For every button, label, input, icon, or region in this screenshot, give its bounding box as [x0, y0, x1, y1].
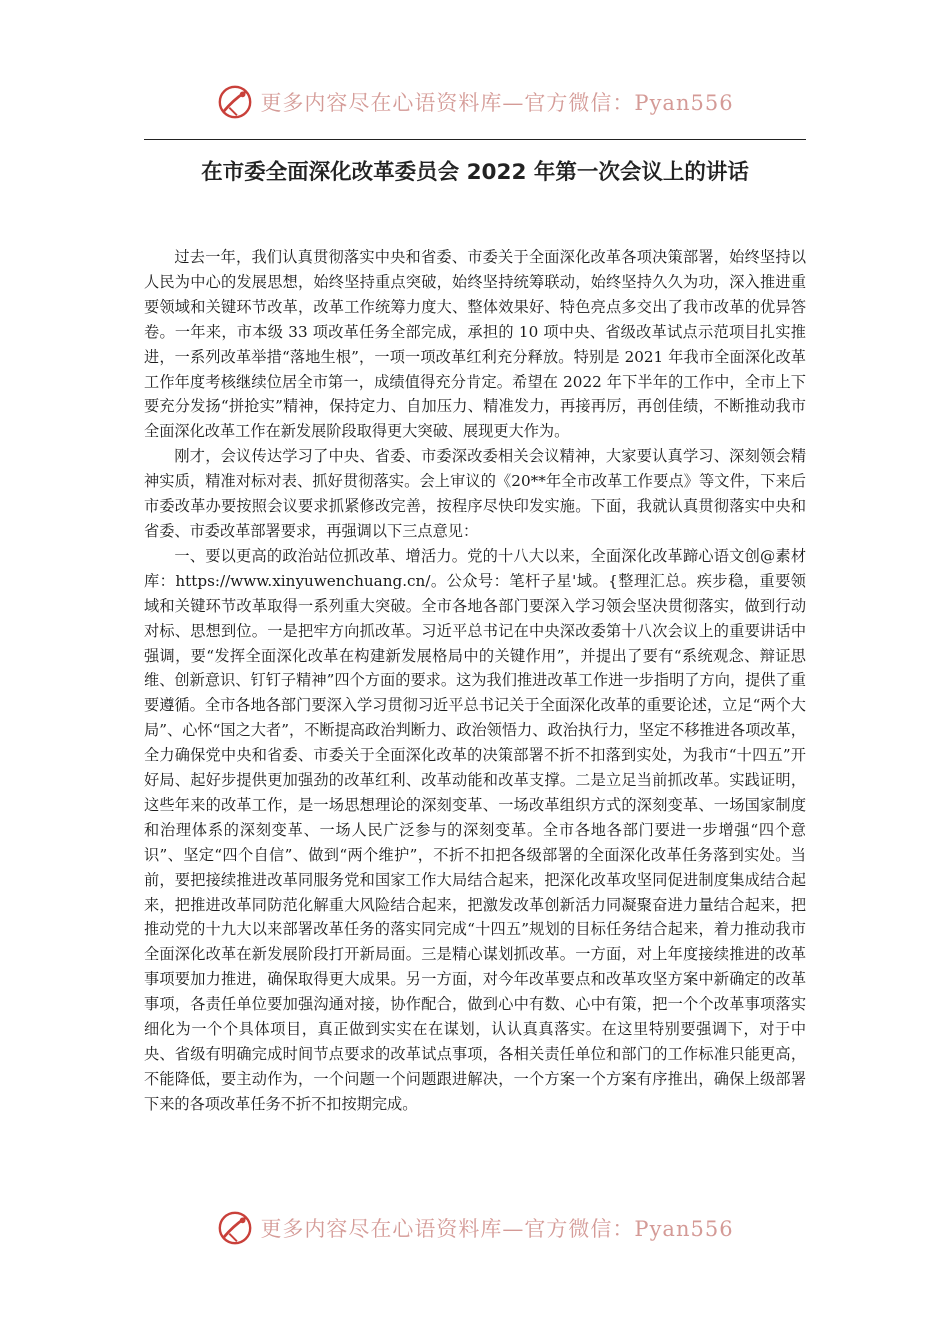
watermark-banner-bottom [0, 1206, 950, 1250]
paragraph: 刚才，会议传达学习了中央、省委、市委深改委相关会议精神，大家要认真学习、深刻领会精神实质，精准对标对表、抓好贯彻落实。会上审议的《20**年全市改革工作要点》等文件，下来后市委改革办要按照会议要求抓紧修改完善，按程序尽快印发实施。下面，我就认真贯彻落实中央和省委、市委改革部署要求，再强调以下三点意见： [144, 447, 806, 540]
document-body [144, 245, 806, 1117]
watermark-text: 更多内容尽在心语资料库—官方微信：Pyan556 [260, 1217, 734, 1241]
watermark-banner-top [0, 80, 950, 124]
pen-logo-icon [216, 83, 254, 121]
watermark-text: 更多内容尽在心语资料库—官方微信：Pyan556 [260, 91, 734, 115]
paragraph: 过去一年，我们认真贯彻落实中央和省委、市委关于全面深化改革各项决策部署，始终坚持以人民为中心的发展思想，始终坚持重点突破，始终坚持统筹联动，始终坚持久久为功，深入推进重要领域和关键环节改革，改革工作统筹力度大、整体效果好、特色亮点多交出了我市改革的优异答卷。一年来，市本级 33 项改革任务全部完成，承担的 10 项中央、省级改革试点示范项目扎实推进，一系列改革举措“落地生根”，一项一项改革红利充分释放。特别是 2021 年我市全面深化改革工作年度考核继续位居全市第一，成绩值得充分肯定。希望在 2022 年下半年的工作中，全市上下要充分发扬“拼抢实”精神，保持定力、自加压力、精准发力，再接再厉，再创佳绩，不断推动我市全面深化改革工作在新发展阶段取得更大突破、展现更大作为。 [144, 248, 806, 441]
header-rule [144, 139, 806, 140]
paragraph: 一、要以更高的政治站位抓改革、增活力。党的十八大以来，全面深化改革蹄心语文创@素材库：https://www.xinyuwenchuang.cn/。公众号：笔杆子星'域。{整理汇总。疾步稳，重要领域和关键环节改革取得一系列重大突破。全市各地各部门要深入学习领会坚决贯彻落实，做到行动对标、思想到位。一是把牢方向抓改革。习近平总书记在中央深改委第十八次会议上的重要讲话中强调，要“发挥全面深化改革在构建新发展格局中的关键作用”，并提出了要有“系统观念、辩证思维、创新意识、钉钉子精神”四个方面的要求。这为我们推进改革工作进一步指明了方向，提供了重要遵循。全市各地各部门要深入学习贯彻习近平总书记关于全面深化改革的重要论述，立足“两个大局”、心怀“国之大者”，不断提高政治判断力、政治领悟力、政治执行力，坚定不移推进各项改革，全力确保党中央和省委、市委关于全面深化改革的决策部署不折不扣落到实处，为我市“十四五”开好局、起好步提供更加强劲的改革红利、改革动能和改革支撑。二是立足当前抓改革。实践证明，这些年来的改革工作，是一场思想理论的深刻变革、一场改革组织方式的深刻变革、一场国家制度和治理体系的深刻变革、一场人民广泛参与的深刻变革。全市各地各部门要进一步增强“四个意识”、坚定“四个自信”、做到“两个维护”，不折不扣把各级部署的全面深化改革任务落到实处。当前，要把接续推进改革同服务党和国家工作大局结合起来，把深化改革攻坚同促进制度集成结合起来，把推进改革同防范化解重大风险结合起来，把激发改革创新活力同凝聚奋进力量结合起来，把推动党的十九大以来部署改革任务的落实同完成“十四五”规划的目标任务结合起来，着力推动我市全面深化改革在新发展阶段打开新局面。三是精心谋划抓改革。一方面，对上年度接续推进的改革事项要加力推进，确保取得更大成果。另一方面，对今年改革要点和改革攻坚方案中新确定的改革事项，各责任单位要加强沟通对接，协作配合，做到心中有数、心中有策，把一个个改革事项落实细化为一个个具体项目，真正做到实实在在谋划，认认真真落实。在这里特别要强调下，对于中央、省级有明确完成时间节点要求的改革试点事项，各相关责任单位和部门的工作标准只能更高，不能降低，要主动作为，一个问题一个问题跟进解决，一个方案一个方案有序推出，确保上级部署下来的各项改革任务不折不扣按期完成。 [144, 546, 806, 1113]
pen-logo-icon [216, 1209, 254, 1247]
document-title: 在市委全面深化改革委员会 2022 年第一次会议上的讲话 [201, 160, 749, 185]
